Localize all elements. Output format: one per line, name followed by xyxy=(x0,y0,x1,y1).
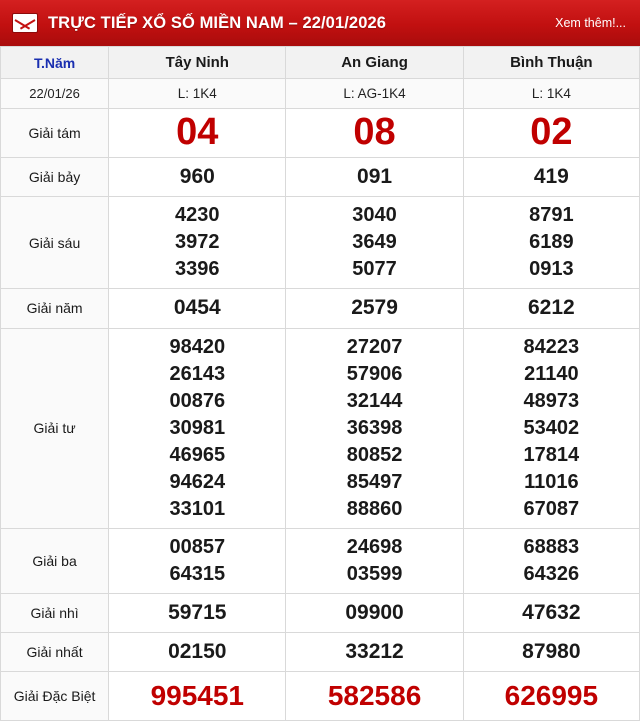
prize-cell xyxy=(286,197,463,289)
prize-label: Giải bảy xyxy=(1,157,109,196)
prize-cell xyxy=(463,593,639,632)
column-header-province-1: Tây Ninh xyxy=(109,47,286,79)
prize-cell xyxy=(463,632,639,671)
prize-number: 995451 xyxy=(150,680,244,712)
table-header xyxy=(1,47,640,79)
prize-number: 46965 xyxy=(169,443,226,466)
column-header-year: T.Năm xyxy=(1,47,109,79)
prize-number: 59715 xyxy=(168,600,227,624)
see-more-link[interactable]: Xem thêm!... xyxy=(555,16,626,30)
prize-label: Giải Đặc Biệt xyxy=(1,672,109,721)
draw-code-3: L: 1K4 xyxy=(463,79,639,109)
prize-row xyxy=(1,593,640,632)
prize-number: 24698 xyxy=(346,535,403,558)
prize-number: 30981 xyxy=(169,416,226,439)
prize-row xyxy=(1,289,640,328)
table-header-row xyxy=(1,47,640,79)
table-subheader-row xyxy=(1,79,640,109)
prize-number: 57906 xyxy=(346,362,403,385)
prize-number: 33101 xyxy=(169,497,226,520)
prize-cell xyxy=(463,328,639,528)
prize-number: 08 xyxy=(353,111,396,153)
prize-number: 27207 xyxy=(346,335,403,358)
prize-number: 4230 xyxy=(175,204,220,227)
prize-cell xyxy=(463,197,639,289)
prize-row xyxy=(1,109,640,158)
prize-cell xyxy=(109,109,286,158)
prize-number: 98420 xyxy=(169,335,226,358)
draw-code-1: L: 1K4 xyxy=(109,79,286,109)
prize-number: 960 xyxy=(179,164,215,188)
prize-cell xyxy=(109,289,286,328)
prize-cell xyxy=(109,632,286,671)
prize-cell xyxy=(286,328,463,528)
table-body xyxy=(1,79,640,721)
prize-number: 6189 xyxy=(529,231,574,254)
prize-number: 09900 xyxy=(345,600,404,624)
prize-number: 6212 xyxy=(527,296,575,320)
prize-label: Giải tư xyxy=(1,328,109,528)
prize-row xyxy=(1,672,640,721)
prize-cell xyxy=(286,672,463,721)
prize-row xyxy=(1,528,640,593)
prize-label: Giải ba xyxy=(1,528,109,593)
prize-number: 32144 xyxy=(346,389,403,412)
prize-number: 21140 xyxy=(524,362,579,385)
prize-cell xyxy=(463,157,639,196)
prize-cell xyxy=(109,328,286,528)
prize-number: 3396 xyxy=(175,258,220,281)
prize-number: 80852 xyxy=(346,443,403,466)
prize-number: 85497 xyxy=(346,470,403,493)
prize-cell xyxy=(286,157,463,196)
prize-cell xyxy=(463,109,639,158)
prize-number: 53402 xyxy=(523,416,580,439)
prize-cell xyxy=(109,157,286,196)
prize-cell xyxy=(109,528,286,593)
prize-cell xyxy=(286,528,463,593)
prize-cell xyxy=(109,197,286,289)
prize-cell xyxy=(109,593,286,632)
prize-cell xyxy=(109,672,286,721)
page-title: TRỰC TIẾP XỔ SỐ MIỀN NAM – 22/01/2026 xyxy=(48,13,387,32)
prize-number: 02 xyxy=(530,111,573,153)
prize-number: 94624 xyxy=(169,470,226,493)
prize-number: 00876 xyxy=(169,389,226,412)
prize-cell xyxy=(463,672,639,721)
prize-number: 091 xyxy=(357,164,393,188)
prize-number: 48973 xyxy=(523,389,580,412)
prize-label: Giải sáu xyxy=(1,197,109,289)
prize-number: 03599 xyxy=(346,562,403,585)
prize-number: 84223 xyxy=(523,335,580,358)
prize-number: 2579 xyxy=(351,296,398,320)
prize-row xyxy=(1,197,640,289)
prize-number: 36398 xyxy=(346,416,403,439)
prize-number: 64315 xyxy=(169,562,226,585)
prize-number: 02150 xyxy=(168,639,227,663)
prize-label: Giải nhất xyxy=(1,632,109,671)
page-header xyxy=(0,0,640,46)
prize-number: 17814 xyxy=(523,443,580,466)
column-header-province-3: Bình Thuận xyxy=(463,47,639,79)
envelope-icon xyxy=(12,13,38,33)
prize-label: Giải nhì xyxy=(1,593,109,632)
prize-number: 68883 xyxy=(523,535,580,558)
prize-number: 3040 xyxy=(352,204,397,227)
draw-code-2: L: AG-1K4 xyxy=(286,79,463,109)
prize-number: 26143 xyxy=(169,362,226,385)
prize-number: 33212 xyxy=(345,639,404,663)
column-header-province-2: An Giang xyxy=(286,47,463,79)
prize-number: 87980 xyxy=(522,639,581,663)
prize-number: 00857 xyxy=(169,535,226,558)
prize-number: 3649 xyxy=(352,231,397,254)
prize-number: 0454 xyxy=(173,296,221,320)
prize-number: 419 xyxy=(533,164,569,188)
prize-row xyxy=(1,632,640,671)
prize-cell xyxy=(286,109,463,158)
prize-number: 582586 xyxy=(327,680,422,712)
prize-number: 626995 xyxy=(504,680,599,712)
prize-number: 04 xyxy=(176,111,219,153)
prize-number: 88860 xyxy=(346,497,403,520)
prize-number: 8791 xyxy=(529,204,574,227)
prize-row xyxy=(1,157,640,196)
prize-cell xyxy=(463,289,639,328)
prize-number: 5077 xyxy=(352,258,397,281)
prize-cell xyxy=(286,593,463,632)
prize-number: 64326 xyxy=(523,562,580,585)
prize-number: 67087 xyxy=(523,497,580,520)
prize-number: 47632 xyxy=(522,600,581,624)
lottery-results-table xyxy=(0,46,640,721)
prize-cell xyxy=(463,528,639,593)
prize-number: 0913 xyxy=(529,258,574,281)
prize-cell xyxy=(286,289,463,328)
prize-row xyxy=(1,328,640,528)
prize-label: Giải năm xyxy=(1,289,109,328)
prize-number: 3972 xyxy=(175,231,220,254)
prize-label: Giải tám xyxy=(1,109,109,158)
prize-number: 11016 xyxy=(524,470,579,493)
prize-cell xyxy=(286,632,463,671)
draw-date: 22/01/26 xyxy=(1,79,109,109)
